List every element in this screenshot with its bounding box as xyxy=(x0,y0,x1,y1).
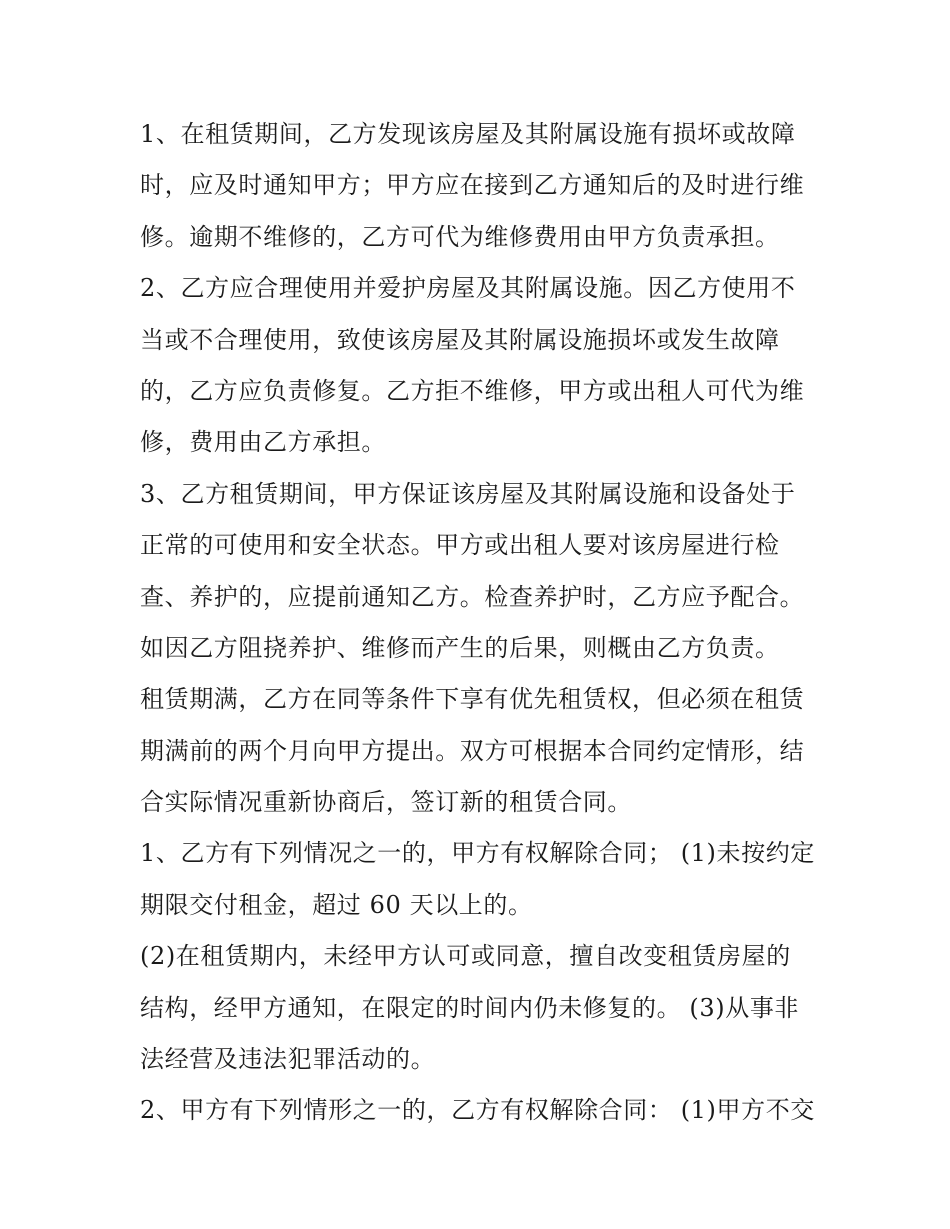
text-line: 法经营及违法犯罪活动的。 xyxy=(140,1045,436,1074)
text-line: 合实际情况重新协商后，签订新的租赁合同。 xyxy=(140,788,632,817)
text-line: 修，费用由乙方承担。 xyxy=(140,428,386,457)
text-line: 2、甲方有下列情形之一的，乙方有权解除合同： (1)甲方不交 xyxy=(140,1096,815,1125)
text-line: 修。逾期不维修的，乙方可代为维修费用由甲方负责承担。 xyxy=(140,222,780,251)
text-line: 正常的可使用和安全状态。甲方或出租人要对该房屋进行检 xyxy=(140,531,780,560)
text-line: 1、乙方有下列情况之一的，甲方有权解除合同； (1)未按约定 xyxy=(140,839,815,868)
text-line: 2、乙方应合理使用并爱护房屋及其附属设施。因乙方使用不 xyxy=(140,274,796,303)
text-line: 时，应及时通知甲方；甲方应在接到乙方通知后的及时进行维 xyxy=(140,171,805,200)
text-line: 期限交付租金，超过 60 天以上的。 xyxy=(140,890,533,919)
text-line: 的，乙方应负责修复。乙方拒不维修，甲方或出租人可代为维 xyxy=(140,376,805,405)
text-line: (2)在租赁期内，未经甲方认可或同意，擅自改变租赁房屋的 xyxy=(140,942,791,971)
text-line: 3、乙方租赁期间，甲方保证该房屋及其附属设施和设备处于 xyxy=(140,479,796,508)
text-line: 1、在租赁期间，乙方发现该房屋及其附属设施有损坏或故障 xyxy=(140,120,796,148)
text-line: 结构，经甲方通知，在限定的时间内仍未修复的。 (3)从事非 xyxy=(140,993,800,1022)
text-line: 如因乙方阻挠养护、维修而产生的后果，则概由乙方负责。 xyxy=(140,633,780,662)
text-line: 查、养护的，应提前通知乙方。检查养护时，乙方应予配合。 xyxy=(140,582,805,611)
text-line: 期满前的两个月向甲方提出。双方可根据本合同约定情形，结 xyxy=(140,736,805,765)
document-body xyxy=(140,109,820,1137)
text-line: 当或不合理使用，致使该房屋及其附属设施损坏或发生故障 xyxy=(140,325,780,354)
text-line: 租赁期满，乙方在同等条件下享有优先租赁权，但必须在租赁 xyxy=(140,685,805,714)
